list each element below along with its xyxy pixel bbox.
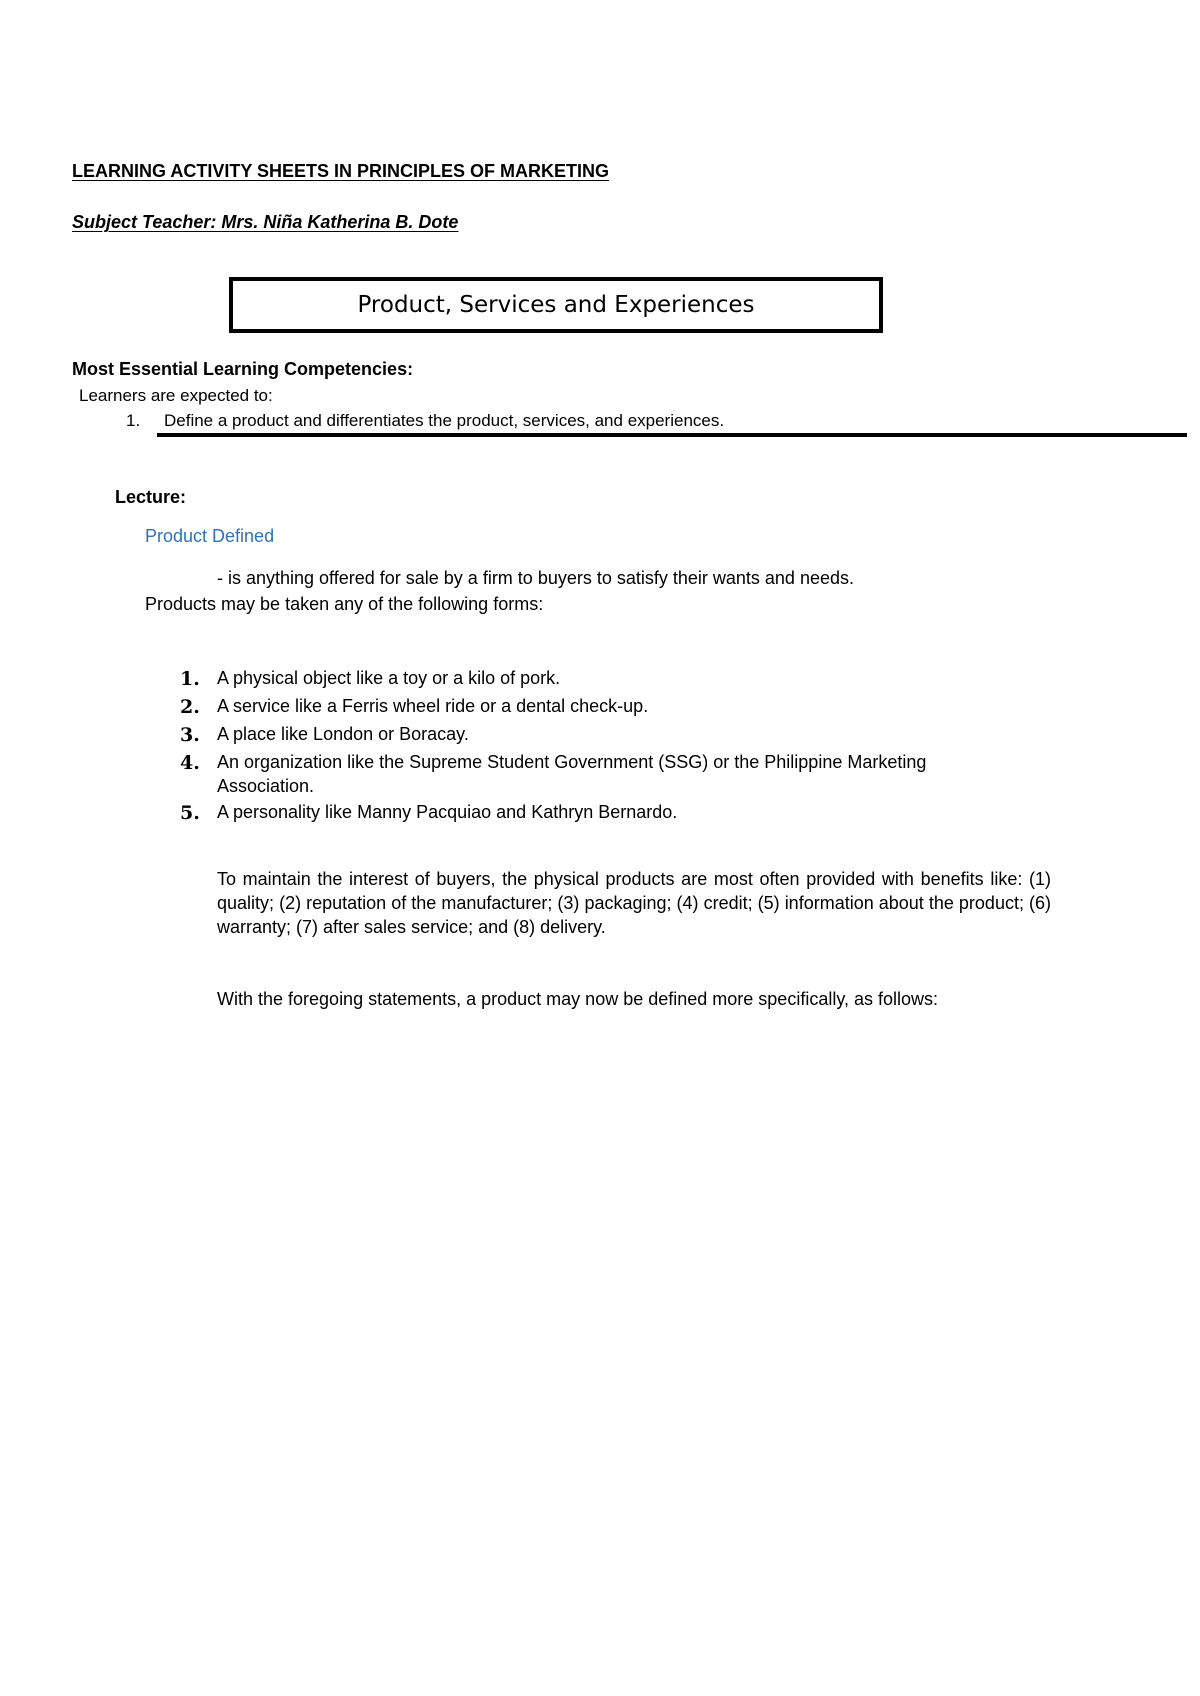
list-item-text: An organization like the Supreme Student Government (SSG) or the Philippine Marketing Association. (217, 752, 927, 796)
competency-number: 1. (126, 411, 141, 430)
product-forms-list (180, 666, 1000, 828)
competency-text: Define a product and differentiates the product, services, and experiences. (164, 411, 725, 430)
competencies-heading: Most Essential Learning Competencies: (72, 359, 414, 379)
benefits-paragraph: To maintain the interest of buyers, the physical products are most often provided with benefits like: (1) quality; (2) reputation of the manufacturer; (3) packaging; (4) credit; (5) information about the product; (6) warranty; (7) after sales service; and (8) delivery. (217, 869, 1051, 937)
list-item-number: 3. (180, 724, 200, 746)
list-item (180, 800, 1000, 826)
section-divider (157, 433, 1187, 437)
list-item-number: 5. (180, 802, 200, 824)
competencies-intro: Learners are expected to: (79, 386, 273, 405)
product-definition: - is anything offered for sale by a firm to buyers to satisfy their wants and needs. (217, 568, 854, 588)
list-item (180, 722, 1000, 748)
document-title: LEARNING ACTIVITY SHEETS IN PRINCIPLES OF MARKETING (72, 161, 610, 181)
topic-title: Product, Services and Experiences (357, 292, 755, 318)
forms-intro: Products may be taken any of the following forms: (145, 594, 544, 614)
subject-teacher: Subject Teacher: Mrs. Niña Katherina B. Dote (72, 212, 459, 232)
product-defined-heading: Product Defined (145, 526, 275, 546)
list-item (180, 694, 1000, 720)
list-item (180, 750, 1000, 798)
list-item-number: 1. (180, 668, 200, 690)
definition-lead-paragraph: With the foregoing statements, a product may now be defined more specifically, as follows: (217, 989, 939, 1009)
list-item-text: A place like London or Boracay. (217, 724, 469, 744)
topic-title-box (229, 277, 883, 333)
list-item-number: 2. (180, 696, 200, 718)
list-item-text: A physical object like a toy or a kilo of pork. (217, 668, 561, 688)
list-item (180, 666, 1000, 692)
list-item-text: A service like a Ferris wheel ride or a dental check-up. (217, 696, 649, 716)
list-item-number: 4. (180, 752, 200, 774)
lecture-heading: Lecture: (115, 487, 187, 507)
list-item-text: A personality like Manny Pacquiao and Kathryn Bernardo. (217, 802, 678, 822)
